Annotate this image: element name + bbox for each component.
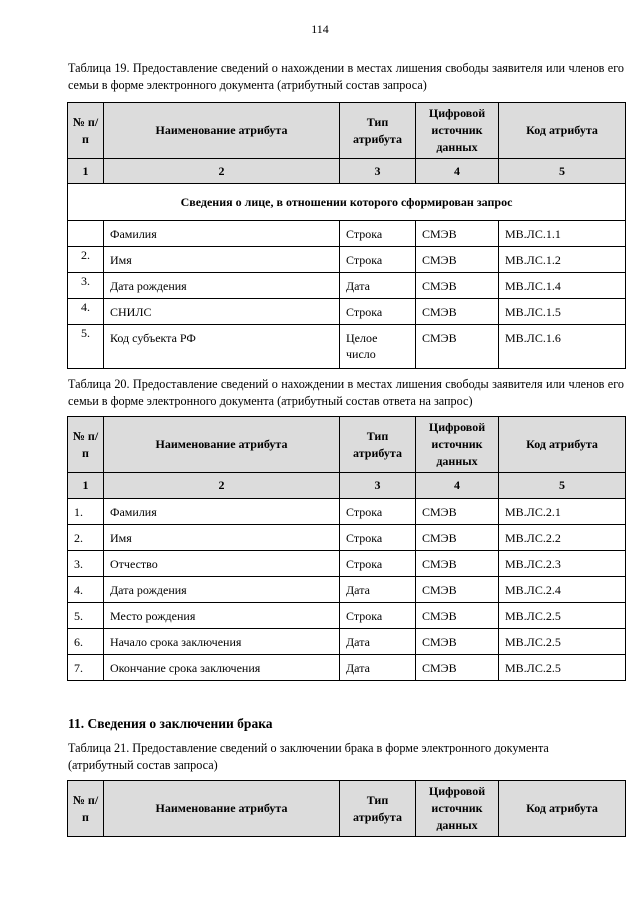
row-num (68, 221, 104, 247)
table-row (68, 221, 626, 247)
row-type: Дата (340, 273, 416, 299)
col-number: 5 (499, 473, 626, 499)
col-number: 3 (340, 473, 416, 499)
row-num: 5. (68, 325, 104, 369)
table-19 (67, 102, 626, 369)
row-name: Начало срока заключения (104, 629, 340, 655)
col-header-name: Наименование атрибута (104, 417, 340, 473)
row-type: Строка (340, 603, 416, 629)
table-row (68, 525, 626, 551)
col-header-code: Код атрибута (499, 417, 626, 473)
row-source: СМЭВ (416, 629, 499, 655)
table-row (68, 247, 626, 273)
section-heading: 11. Сведения о заключении брака (68, 716, 273, 731)
row-source: СМЭВ (416, 655, 499, 681)
page-number: 114 (311, 22, 329, 36)
table-row (68, 273, 626, 299)
table-19-caption: Таблица 19. Предоставление сведений о нахождении в местах лишения свободы заявителя или членов его семьи в форме электронного документа (атрибутный состав запроса) (68, 61, 624, 92)
table-row (68, 551, 626, 577)
col-number: 4 (416, 159, 499, 184)
row-code: МВ.ЛС.2.2 (499, 525, 626, 551)
row-source: СМЭВ (416, 603, 499, 629)
col-header-code: Код атрибута (499, 103, 626, 159)
row-type: Дата (340, 629, 416, 655)
table-20-caption: Таблица 20. Предоставление сведений о нахождении в местах лишения свободы заявителя или членов его семьи в форме электронного документа (атрибутный состав ответа на запрос) (68, 377, 624, 408)
row-code: МВ.ЛС.2.5 (499, 655, 626, 681)
col-number: 5 (499, 159, 626, 184)
row-num: 4. (68, 299, 104, 325)
col-header-name: Наименование атрибута (104, 103, 340, 159)
col-number: 1 (68, 473, 104, 499)
col-header-source: Цифровой источник данных (416, 417, 499, 473)
row-name: Фамилия (104, 221, 340, 247)
row-type: Дата (340, 655, 416, 681)
col-header-code: Код атрибута (499, 781, 626, 837)
row-code: МВ.ЛС.2.1 (499, 499, 626, 525)
row-name: Код субъекта РФ (104, 325, 340, 369)
table-row (68, 325, 626, 369)
row-type: Строка (340, 247, 416, 273)
row-name: СНИЛС (104, 299, 340, 325)
col-number: 4 (416, 473, 499, 499)
row-num: 7. (68, 655, 104, 681)
row-num: 3. (68, 551, 104, 577)
table-row (68, 577, 626, 603)
col-header-num: № п/п (68, 781, 104, 837)
row-type: Строка (340, 551, 416, 577)
row-num: 1. (68, 499, 104, 525)
col-number: 2 (104, 159, 340, 184)
col-header-type: Тип атрибута (340, 103, 416, 159)
row-code: МВ.ЛС.2.3 (499, 551, 626, 577)
row-source: СМЭВ (416, 525, 499, 551)
row-num: 3. (68, 273, 104, 299)
row-name: Имя (104, 247, 340, 273)
row-type: Строка (340, 221, 416, 247)
row-num: 2. (68, 525, 104, 551)
row-type: Строка (340, 499, 416, 525)
row-num: 6. (68, 629, 104, 655)
row-type: Дата (340, 577, 416, 603)
row-code: МВ.ЛС.1.4 (499, 273, 626, 299)
row-source: СМЭВ (416, 551, 499, 577)
row-type: Строка (340, 299, 416, 325)
row-source: СМЭВ (416, 273, 499, 299)
col-header-source: Цифровой источник данных (416, 781, 499, 837)
row-code: МВ.ЛС.2.5 (499, 629, 626, 655)
col-header-num: № п/п (68, 103, 104, 159)
col-header-type: Тип атрибута (340, 417, 416, 473)
table-row (68, 629, 626, 655)
row-name: Отчество (104, 551, 340, 577)
row-code: МВ.ЛС.1.1 (499, 221, 626, 247)
row-type: Целое число (340, 325, 416, 369)
col-number: 3 (340, 159, 416, 184)
row-name: Дата рождения (104, 273, 340, 299)
row-code: МВ.ЛС.1.6 (499, 325, 626, 369)
row-code: МВ.ЛС.2.5 (499, 603, 626, 629)
row-source: СМЭВ (416, 299, 499, 325)
col-header-name: Наименование атрибута (104, 781, 340, 837)
row-source: СМЭВ (416, 221, 499, 247)
row-code: МВ.ЛС.1.5 (499, 299, 626, 325)
table-section-title: Сведения о лице, в отношении которого сформирован запрос (68, 184, 626, 221)
row-name: Место рождения (104, 603, 340, 629)
col-header-source: Цифровой источник данных (416, 103, 499, 159)
table-row (68, 655, 626, 681)
table-21-caption: Таблица 21. Предоставление сведений о заключении брака в форме электронного документа (атрибутный состав запроса) (68, 741, 549, 772)
col-header-type: Тип атрибута (340, 781, 416, 837)
table-row (68, 499, 626, 525)
row-num: 4. (68, 577, 104, 603)
row-code: МВ.ЛС.2.4 (499, 577, 626, 603)
row-source: СМЭВ (416, 499, 499, 525)
row-source: СМЭВ (416, 577, 499, 603)
row-code: МВ.ЛС.1.2 (499, 247, 626, 273)
col-number: 2 (104, 473, 340, 499)
col-number: 1 (68, 159, 104, 184)
table-20 (67, 416, 626, 681)
row-name: Дата рождения (104, 577, 340, 603)
row-source: СМЭВ (416, 325, 499, 369)
row-num: 5. (68, 603, 104, 629)
row-type: Строка (340, 525, 416, 551)
row-name: Фамилия (104, 499, 340, 525)
row-num: 2. (68, 247, 104, 273)
row-name: Окончание срока заключения (104, 655, 340, 681)
row-source: СМЭВ (416, 247, 499, 273)
row-name: Имя (104, 525, 340, 551)
col-header-num: № п/п (68, 417, 104, 473)
table-21 (67, 780, 626, 837)
table-row (68, 603, 626, 629)
table-row (68, 299, 626, 325)
